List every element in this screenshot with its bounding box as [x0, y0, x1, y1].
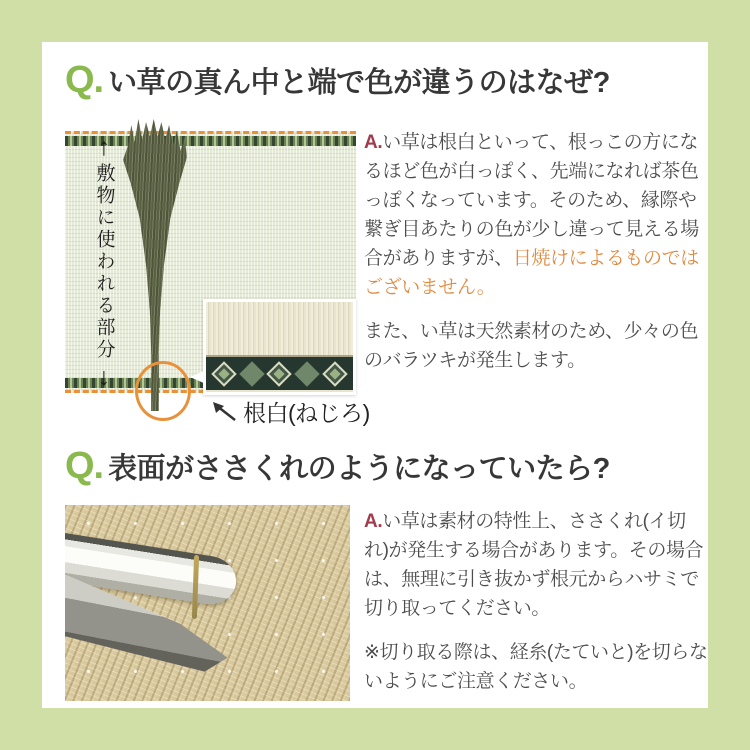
usage-range-text: 敷物に使われる部分	[93, 163, 115, 361]
diamond-motif-icon	[211, 361, 236, 386]
scissors-photo	[65, 505, 356, 701]
root-label: 根白(ねじろ)	[243, 400, 370, 426]
up-arrow-icon: ↑	[97, 133, 111, 161]
question-2-heading	[65, 445, 708, 493]
answer-2-text	[364, 505, 708, 701]
answer-1-body: い草は根白といって、根っこの方になるほど色が白っぽく、先端になれば茶色っぽくなっています。そのため、縁際や繋ぎ目あたりの色が少し違って見える場合がありますが、	[364, 132, 699, 269]
a1-badge: A.	[364, 132, 383, 153]
usage-range-label	[85, 135, 123, 389]
root-pointer-arrow-icon	[211, 400, 237, 424]
diamond-motif-icon	[239, 361, 264, 386]
tatami-hem-diamond-pattern	[206, 357, 353, 390]
content-panel	[42, 42, 708, 708]
root-circle-marker	[135, 361, 191, 421]
igusa-diagram-image	[65, 119, 370, 431]
answer-1-paragraph-2: また、い草は天然素材のため、少々の色のバラツキが発生します。	[364, 321, 699, 371]
tatami-weave-closeup	[206, 302, 353, 357]
faq-row-1	[65, 119, 708, 431]
caution-note: ※切り取る際は、経糸(たていと)を切らないようにご注意ください。	[364, 642, 708, 692]
question-1-heading	[65, 59, 708, 107]
inset-callout-pointer	[190, 370, 206, 384]
tatami-edge-inset-image	[203, 299, 356, 395]
faq-row-2	[65, 505, 708, 701]
diamond-motif-icon	[322, 361, 347, 386]
root-callout	[211, 395, 370, 428]
answer-1-text	[364, 119, 708, 431]
q1-badge: Q.	[65, 59, 104, 101]
down-arrow-icon: ↓	[97, 363, 111, 391]
answer-1-highlight: 日焼けによるものではございません。	[364, 248, 699, 298]
diamond-motif-icon	[267, 361, 292, 386]
q1-text: い草の真ん中と端で色が違うのはなぜ?	[108, 67, 610, 99]
rush-mat-photo-background	[65, 505, 350, 701]
answer-2-body: い草は素材の特性上、ささくれ(イ切れ)が発生する場合があります。その場合は、無理に引き抜かず根元からハサミで切り取ってください。	[364, 511, 704, 619]
answer-2-paragraph	[364, 507, 708, 623]
a2-badge: A.	[364, 511, 383, 532]
q2-text: 表面がささくれのようになっていたら?	[108, 453, 610, 485]
q2-badge: Q.	[65, 445, 104, 487]
diamond-motif-icon	[295, 361, 320, 386]
answer-1-paragraph-1	[364, 128, 708, 302]
